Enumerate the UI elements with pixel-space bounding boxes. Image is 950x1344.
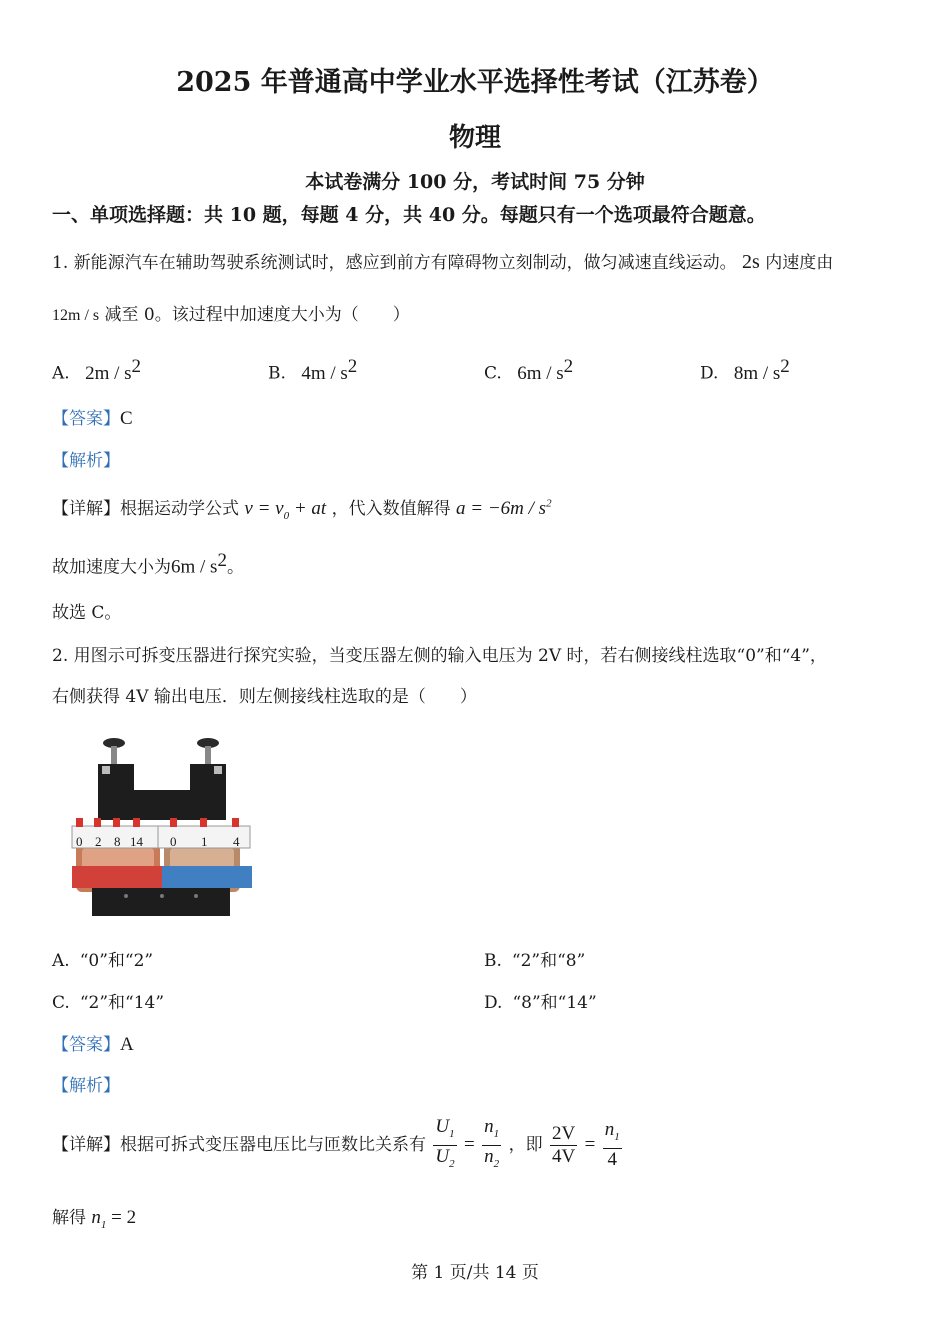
option-value: 2m / s	[85, 362, 132, 384]
q2-line2: 右侧获得 4V 输出电压．则左侧接线柱选取的是（ ）	[52, 687, 477, 707]
solution-text: 解得	[52, 1208, 86, 1228]
option-letter: D.	[700, 363, 719, 384]
equals-sign: =	[464, 1133, 475, 1155]
q1-speed: 12m / s	[52, 307, 100, 324]
formula-a: $a = -6m / s^2$	[456, 497, 552, 519]
q2-option-b	[484, 946, 585, 971]
q1-detail	[52, 494, 552, 522]
q1-answer	[52, 404, 133, 430]
q2-detail	[52, 1116, 624, 1175]
option-letter: A.	[52, 363, 70, 384]
option-value: 6m / s	[517, 362, 564, 384]
q2-analysis-tag: 【解析】	[52, 1076, 120, 1096]
q1-conclusion	[52, 550, 244, 579]
option-letter: C.	[52, 993, 70, 1013]
q1-line1	[52, 248, 833, 274]
answer-tag: 【答案】	[52, 1035, 120, 1055]
option-value: 8m / s	[733, 362, 781, 384]
fraction-2v-4v: $\frac{2V}{4V}$	[551, 1122, 576, 1167]
detail-text: 根据运动学公式	[120, 499, 239, 519]
fraction-n1-n2: $\frac{n_1}{n_2}$	[484, 1116, 500, 1170]
q1-line2	[52, 300, 410, 325]
option-value: 4m / s	[301, 362, 348, 384]
answer-value: A	[120, 1034, 134, 1055]
q1-option-d	[700, 356, 790, 385]
q1-option-a	[52, 356, 141, 385]
terminal-label-left: 2	[95, 834, 102, 849]
q1-time: 2s	[742, 251, 760, 273]
transformer-illustration	[66, 734, 258, 918]
page-footer: 第 1 页/共 14 页	[411, 1263, 539, 1283]
option-letter: B.	[268, 363, 286, 384]
terminal-label-left: 14	[130, 834, 143, 849]
q1-option-c	[484, 356, 573, 385]
q2-option-a	[52, 946, 153, 971]
option-letter: C.	[484, 363, 502, 384]
conclusion-exp: 2	[217, 550, 227, 571]
exam-meta: 本试卷满分 100 分，考试时间 75 分钟	[305, 171, 645, 193]
conclusion-value: 6m / s	[171, 556, 218, 578]
q2-line1: 2. 用图示可拆变压器进行探究实验，当变压器左侧的输入电压为 2V 时，若右侧接线柱选取“0”和“4”，	[52, 646, 827, 666]
option-exp: 2	[347, 356, 358, 377]
q1-choice: 故选 C。	[52, 603, 122, 623]
detail-text: 根据可拆式变压器电压比与匝数比关系有	[120, 1134, 426, 1155]
q1-text-c: 内速度由	[765, 253, 834, 273]
terminal-label-left: 8	[114, 834, 121, 849]
section-heading: 一、单项选择题：共 10 题，每题 4 分，共 40 分。每题只有一个选项最符合题意。	[52, 204, 766, 226]
terminal-label-right: 4	[233, 834, 240, 849]
detail-text-b: ，即	[508, 1134, 543, 1155]
option-exp: 2	[563, 356, 574, 377]
answer-value: C	[120, 408, 133, 429]
q1-text-a: 1. 新能源汽车在辅助驾驶系统测试时，感应到前方有障碍物立刻制动，做匀减速直线运动。	[52, 253, 737, 273]
option-letter: B.	[484, 951, 502, 971]
exam-title: 2025 年普通高中学业水平选择性考试（江苏卷）	[176, 67, 774, 98]
option-exp: 2	[780, 356, 790, 377]
subject-title: 物理	[448, 123, 501, 153]
detail-tag: 【详解】	[52, 499, 120, 519]
q2-option-c	[52, 988, 164, 1013]
detail-tag: 【详解】	[52, 1134, 120, 1155]
option-exp: 2	[131, 356, 142, 377]
answer-tag: 【答案】	[52, 409, 120, 429]
option-value: “8”和“14”	[512, 993, 597, 1013]
transformer-figure	[66, 734, 258, 918]
q2-answer	[52, 1030, 134, 1056]
q1-text-d: 减至 0。该过程中加速度大小为（ ）	[104, 305, 410, 325]
option-value: “2”和“8”	[511, 951, 586, 971]
conclusion-text: 故加速度大小为	[52, 557, 171, 578]
q1-analysis-tag: 【解析】	[52, 451, 120, 471]
fraction-n1-4: $\frac{n_1}{4}$	[604, 1119, 620, 1171]
q1-option-b	[268, 356, 357, 385]
option-letter: D.	[484, 993, 503, 1013]
equals-sign: =	[584, 1133, 596, 1155]
option-value: “2”和“14”	[79, 993, 165, 1013]
conclusion-period: 。	[226, 557, 244, 578]
q2-solution	[52, 1203, 136, 1231]
option-value: “0”和“2”	[79, 951, 154, 971]
option-letter: A.	[52, 951, 70, 971]
fraction-u1-u2: $\frac{U_1}{U_2}$	[435, 1116, 455, 1170]
terminal-label-left: 0	[76, 834, 83, 849]
terminal-label-right: 0	[170, 834, 177, 849]
solution-formula: $n_1 = 2$	[91, 1207, 137, 1231]
formula-v: $v = v_0$ + at	[244, 498, 327, 522]
q2-option-d	[484, 988, 597, 1013]
terminal-label-right: 1	[201, 834, 208, 849]
detail-text-b: ，代入数值解得	[331, 499, 451, 519]
